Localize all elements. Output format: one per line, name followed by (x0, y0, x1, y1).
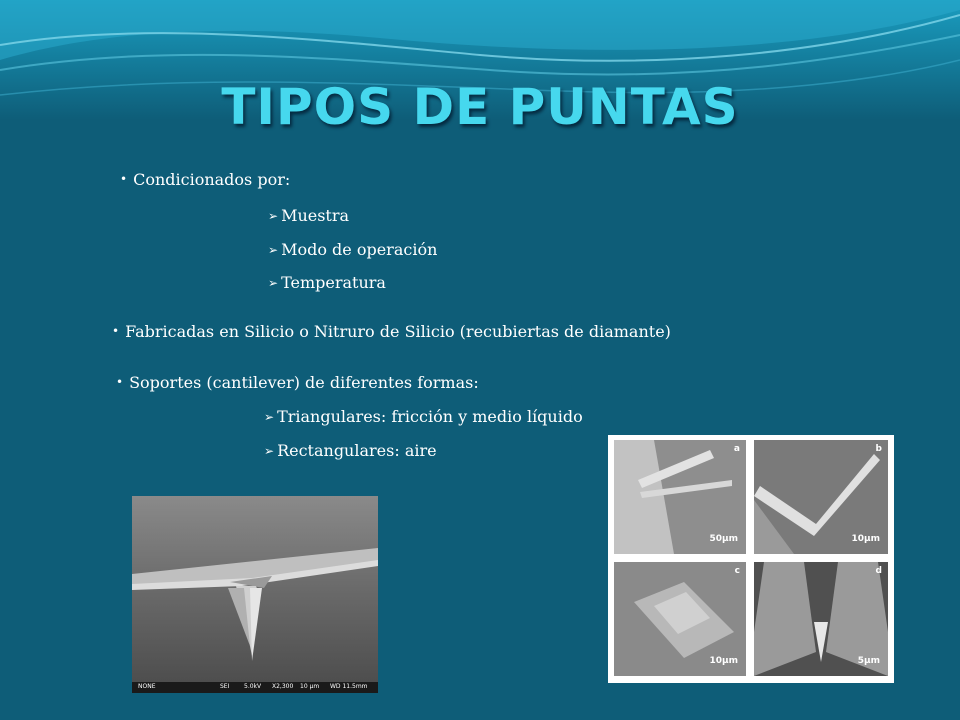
sem-footer-scale: 10 µm (300, 683, 320, 690)
subitem-text: Modo de operación (281, 240, 438, 259)
bullet-dot-icon: • (116, 375, 124, 389)
arrow-bullet-icon: ➢ (268, 276, 279, 290)
bullet-condicionados (120, 170, 290, 189)
sem-footer-mode: NONE (138, 683, 156, 690)
arrow-bullet-icon: ➢ (268, 243, 279, 257)
subitem-text: Triangulares: fricción y medio líquido (277, 407, 583, 426)
arrow-bullet-icon: ➢ (264, 410, 275, 424)
panel-b-scale: 10µm (851, 534, 880, 544)
subitem-triangulares (264, 407, 583, 426)
bullet-dot-icon: • (120, 172, 128, 186)
sem-tip-picture (132, 496, 378, 693)
bullet-fabricadas (112, 322, 671, 341)
panel-c-scale: 10µm (709, 656, 738, 666)
subitem-rectangulares (264, 441, 437, 460)
sem-footer-detector: SEI (220, 683, 230, 690)
panel-d-letter: d (875, 566, 882, 576)
subitem-modo-operacion (268, 240, 437, 259)
panel-d-scale: 5µm (857, 656, 880, 666)
subitem-text: Temperatura (281, 273, 386, 292)
subitem-text: Muestra (281, 206, 350, 225)
panel-b (754, 440, 888, 554)
panel-d (754, 562, 888, 676)
sem-tip-image (132, 496, 378, 693)
cantilever-panels-image (608, 435, 894, 683)
panel-a (614, 440, 746, 554)
arrow-bullet-icon: ➢ (268, 209, 279, 223)
panel-b-letter: b (875, 444, 882, 454)
panel-c-letter: c (734, 566, 740, 576)
panel-a-letter: a (733, 444, 740, 454)
sem-footer-magnification: X2,300 (272, 683, 294, 690)
bullet-soportes (116, 373, 479, 392)
subitem-muestra (268, 206, 349, 225)
bullet-text: Condicionados por: (133, 170, 291, 189)
subitem-text: Rectangulares: aire (277, 441, 437, 460)
sem-footer-voltage: 5.0kV (244, 683, 262, 690)
panel-c (614, 562, 746, 676)
subitem-temperatura (268, 273, 386, 292)
bullet-dot-icon: • (112, 324, 120, 338)
bullet-text: Fabricadas en Silicio o Nitruro de Silicio (recubiertas de diamante) (125, 322, 671, 341)
arrow-bullet-icon: ➢ (264, 444, 275, 458)
slide-title: TIPOS DE PUNTAS (221, 78, 739, 136)
bullet-text: Soportes (cantilever) de diferentes formas: (129, 373, 479, 392)
sem-footer-wd: WD 11.5mm (330, 683, 368, 690)
panel-a-scale: 50µm (709, 534, 738, 544)
